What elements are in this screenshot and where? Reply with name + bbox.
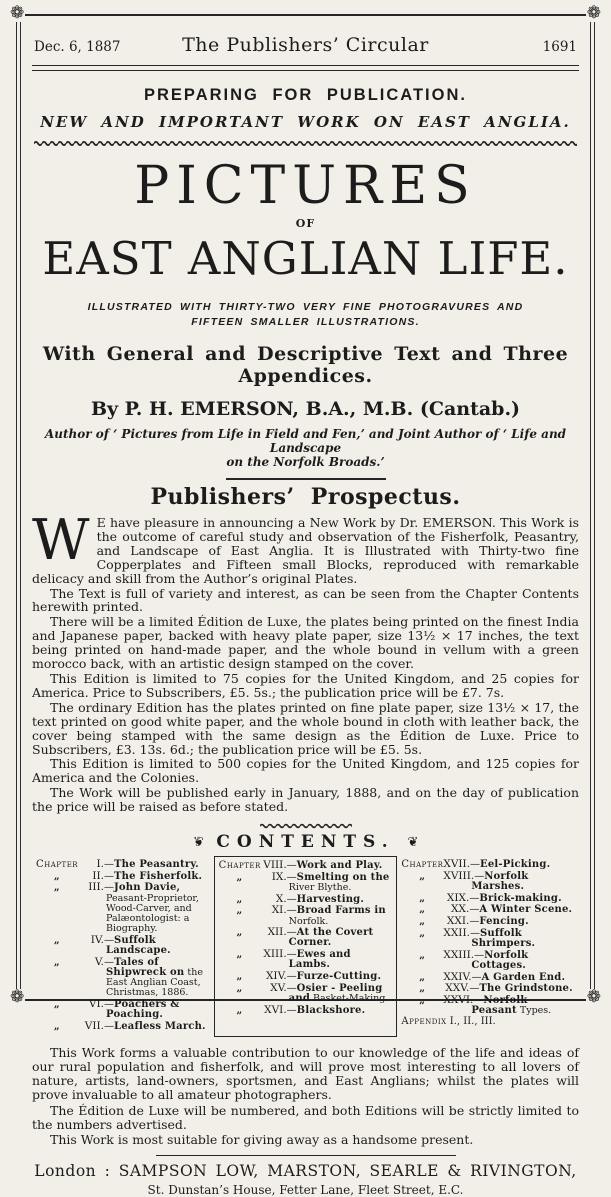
illustration-note-line2: FIFTEEN SMALLER ILLUSTRATIONS. xyxy=(191,316,420,328)
book-title-line1: PICTURES xyxy=(134,156,477,216)
author-byline: By P. H. EMERSON, B.A., M.B. (Cantab.) xyxy=(90,398,521,420)
floral-ornament-icon: ❦ xyxy=(407,835,419,851)
page-content xyxy=(32,26,579,1197)
chapter-item: „ VI.—Poachers & Poaching. xyxy=(53,998,180,1021)
chapter-item: „ VII.—Leafless March. xyxy=(53,1020,206,1033)
prospectus-paragraph: The Text is full of variety and interest, as can be seen from the Chapter Contents herewith printed. xyxy=(32,585,579,615)
prospectus-paragraph: The Work will be published early in January, 1888, and on the day of publication the price will be raised as before stated. xyxy=(32,785,579,815)
publisher-line: London : SAMPSON LOW, MARSTON, SEARLE & RIVINGTON, xyxy=(34,1162,577,1181)
chapter-item: „ XXIII.—Norfolk Cottages. xyxy=(419,948,529,971)
chapter-item: „ V.—Tales of Shipwreck on the East Anglian Coast, Christmas, 1886. xyxy=(53,955,203,999)
chapter-item: „ XXV.—The Grindstone. xyxy=(419,982,573,995)
chapter-item: „ XX.—A Winter Scene. xyxy=(419,903,573,916)
chapter-item: „ XVI.—Blackshore. xyxy=(236,1003,366,1016)
drop-cap-w: W xyxy=(32,508,90,573)
corner-rosette-icon: ❁ xyxy=(586,3,601,23)
page-border-top xyxy=(10,14,601,16)
chapter-item: ChapterXVII.—Eel-Picking. xyxy=(401,858,551,871)
prospectus-paragraph: There will be a limited Édition de Luxe, the plates being printed on the finest India and Japanese paper, backed with heavy plate paper, size 13½ × 17 inches, the text being printed on hand-made paper, and the whole bound in vellum with a green morocco back, with an artistic design stamped on the cover. xyxy=(32,614,579,672)
page-number: 1691 xyxy=(542,39,577,55)
author-credits-line2: on the Norfolk Broads.’ xyxy=(226,455,385,469)
header-rule xyxy=(32,65,579,71)
chapter-item: „ II.—The Fisherfolk. xyxy=(53,869,203,882)
chapter-item: „ X.—Harvesting. xyxy=(236,892,365,905)
book-title-line2: EAST ANGLIAN LIFE. xyxy=(42,232,569,285)
chapter-item: „ XXVI.—Norfolk Peasant Types. xyxy=(419,993,552,1017)
chapter-item: „ XIX.—Brick-making. xyxy=(419,891,562,904)
chapter-item: „ XXIV.—A Garden End. xyxy=(419,970,566,983)
chapter-item: Chapter VIII.—Work and Play. xyxy=(218,859,383,872)
closing-paragraph: The Édition de Luxe will be numbered, and both Editions will be strictly limited to the numbers advertised. xyxy=(32,1102,579,1132)
chapter-item: „ XIV.—Furze-Cutting. xyxy=(236,970,382,983)
journal-title: The Publishers’ Circular xyxy=(182,34,429,56)
chapter-item: „ XXI.—Fencing. xyxy=(419,915,529,928)
prospectus-rule xyxy=(226,478,386,480)
running-head xyxy=(32,34,579,56)
chapter-item: „ XXII.—Suffolk Shrimpers. xyxy=(419,926,536,949)
author-credits-line1: Author of ‘ Pictures from Life in Field and Fen,’ and Joint Author of ‘ Life and Landscape xyxy=(44,427,567,455)
wavy-rule-short xyxy=(260,823,352,829)
publisher-address: St. Dunstan’s House, Fetter Lane, Fleet Street, E.C. xyxy=(147,1183,464,1197)
chapter-item: Appendix I., II., III. xyxy=(401,1016,496,1028)
chapter-item: „ XI.—Broad Farms in Norfolk. xyxy=(236,904,386,927)
chapter-item: „ XVIII.—Norfolk Marshes. xyxy=(419,869,529,892)
chapter-item: „ IX.—Smelting on the River Blythe. xyxy=(236,870,390,893)
text-appendices-note: With General and Descriptive Text and Three Appendices. xyxy=(42,343,569,387)
prospectus-body xyxy=(32,508,579,815)
corner-rosette-icon: ❁ xyxy=(586,987,601,1007)
illustration-note xyxy=(32,300,579,330)
floral-ornament-icon: ❦ xyxy=(192,835,204,851)
chapter-item: „ IV.—Suffolk Landscape. xyxy=(53,933,171,957)
chapter-item: „ XII.—At the Covert Corner. xyxy=(236,926,374,949)
paragraph-text: E have pleasure in announcing a New Work by Dr. EMERSON. This Work is the outcome of careful study and observation of the Fisherfolk, Peasantry, and Landscape of East Anglia. It is Illustrated with Thirty-two fine Copperplates and Fifteen small Blocks, reproduced with remarkable delicacy and skill from the Author’s original Plates. xyxy=(32,515,579,586)
wavy-rule xyxy=(34,140,577,147)
chapter-item: „ XIII.—Ewes and Lambs. xyxy=(236,948,351,971)
contents-table xyxy=(32,856,579,1037)
corner-rosette-icon: ❁ xyxy=(10,987,25,1007)
book-title-of: OF xyxy=(295,217,316,230)
illustration-note-line1: ILLUSTRATED WITH THIRTY-TWO VERY FINE PHOTOGRAVURES AND xyxy=(87,301,524,313)
prospectus-paragraph: This Edition is limited to 500 copies for the United Kingdom, and 125 copies for America and the Colonies. xyxy=(32,756,579,786)
contents-column xyxy=(214,856,398,1037)
corner-rosette-icon: ❁ xyxy=(10,3,25,23)
page-border-right xyxy=(590,17,595,999)
chapter-item: Chapter I.—The Peasantry. xyxy=(36,858,199,871)
issue-date: Dec. 6, 1887 xyxy=(34,39,121,55)
author-credits xyxy=(32,427,579,469)
chapter-item: „ XV.—Osier - Peeling and Basket-Making. xyxy=(236,981,389,1004)
prospectus-paragraph xyxy=(32,508,579,586)
prospectus-paragraph: The ordinary Edition has the plates printed on fine plate paper, size 13½ × 17, the text printed on good white paper, and the whole bound in cloth with leather back, the cover being stamped with the same design as the Édition de Luxe. Price to Subscribers, £3. 13s. 6d.; the publication price will be £5. 5s. xyxy=(32,699,579,757)
chapter-item: „ III.—John Davie, Peasant-Proprietor, Wood-Carver, and Palæontologist: a Biography. xyxy=(53,881,199,935)
new-work-line: NEW AND IMPORTANT WORK ON EAST ANGLIA. xyxy=(40,113,571,131)
prospectus-heading: Publishers’ Prospectus. xyxy=(150,484,461,510)
contents-heading-text: CONTENTS. xyxy=(216,832,395,853)
contents-heading xyxy=(32,832,579,852)
prospectus-paragraph: This Edition is limited to 75 copies for the United Kingdom, and 25 copies for America. Price to Subscribers, £5. 5s.; the publication price will be £7. 7s. xyxy=(32,670,579,700)
closing-paragraph: This Work forms a valuable contribution to our knowledge of the life and ideas of our rural population and fisherfolk, and will prove most interesting to all lovers of nature, artists, land-owners, sportsmen, and East Anglians; whilst the plates will prove invaluable to all amateur photographers. xyxy=(32,1044,579,1103)
closing-body xyxy=(32,1046,579,1147)
preparing-line: PREPARING FOR PUBLICATION. xyxy=(144,86,467,104)
contents-column xyxy=(397,856,579,1037)
imprint-rule xyxy=(156,1155,456,1156)
contents-column xyxy=(32,856,214,1037)
page-border-left xyxy=(16,17,21,999)
closing-paragraph: This Work is most suitable for giving away as a handsome present. xyxy=(50,1132,474,1147)
